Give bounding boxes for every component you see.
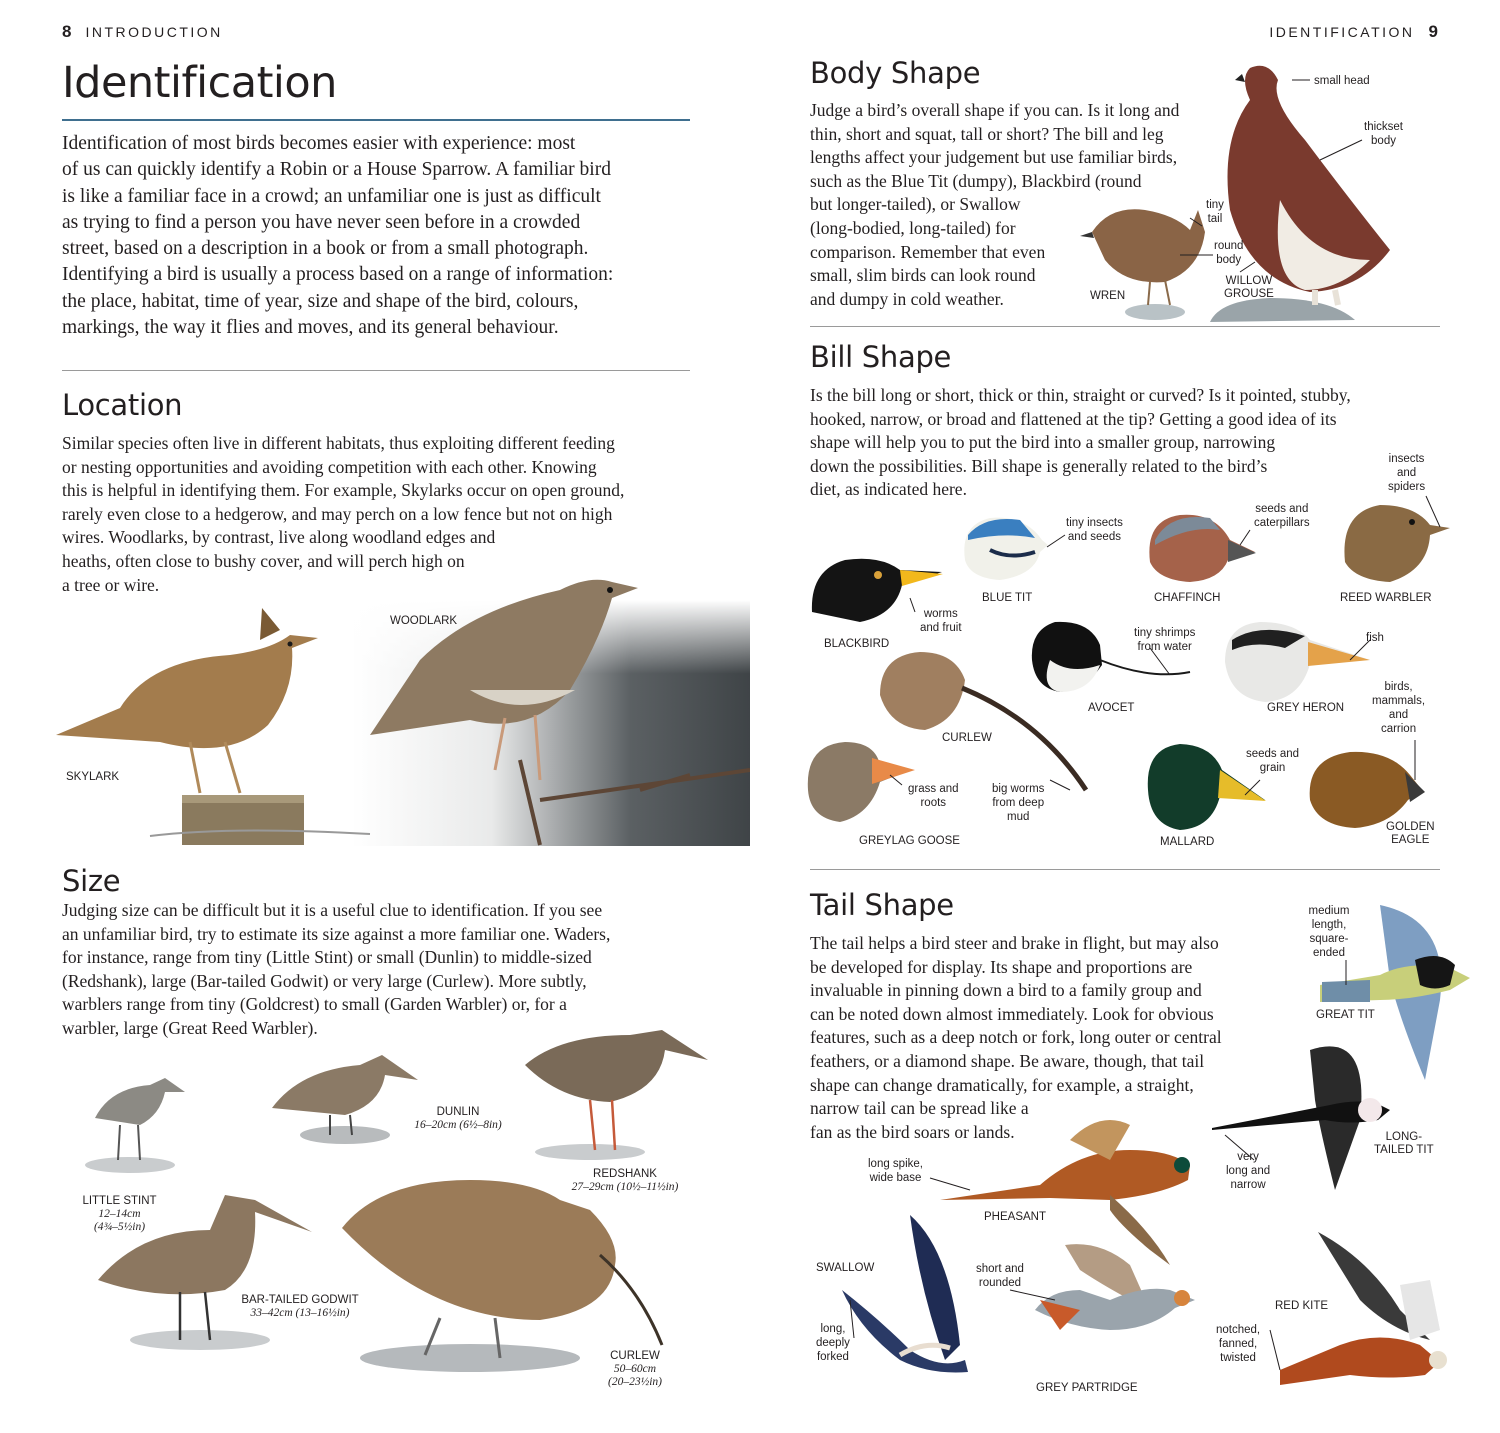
- long-tailed-tit-label: [1374, 1131, 1434, 1157]
- text-line: features, such as a deep notch or fork, long outer or central: [810, 1027, 1222, 1048]
- text-line: comparison. Remember that even: [810, 241, 1046, 262]
- little-stint-label: [72, 1195, 167, 1234]
- grey-heron-diet-note: fish: [1366, 632, 1384, 644]
- bird-name: REDSHANK: [593, 1168, 657, 1180]
- note-line: round: [1214, 240, 1244, 252]
- dunlin-bird: [272, 1055, 418, 1144]
- bird-measurement: 16–20cm (6½–8in): [414, 1119, 502, 1131]
- skylark-label: SKYLARK: [66, 771, 120, 783]
- body-shape-heading: Body Shape: [810, 56, 981, 90]
- text-line: invaluable in pinning down a bird to a family group and: [810, 980, 1202, 1001]
- text-line: shape will help you to put the bird into a smaller group, narrowing: [810, 432, 1276, 453]
- redshank-label: [555, 1168, 695, 1194]
- text-line: lengths affect your judgement but use familiar birds,: [810, 147, 1178, 168]
- size-heading: Size: [62, 864, 121, 898]
- text-line: shape can change dramatically, for example, a straight,: [810, 1074, 1194, 1095]
- bird-measurement: 33–42cm (13–16½in): [250, 1307, 350, 1319]
- bird-name: CURLEW: [610, 1350, 660, 1362]
- note-line: thickset: [1364, 121, 1403, 133]
- label-line: LONG-: [1385, 1131, 1423, 1143]
- note-line: mammals,: [1372, 695, 1426, 707]
- grey-heron-label: GREY HERON: [1267, 702, 1345, 714]
- page-title: Identification: [62, 58, 337, 108]
- curlew-bill-label: CURLEW: [942, 732, 992, 744]
- partridge-tail-note: [976, 1262, 1024, 1290]
- note-line: length,: [1311, 919, 1347, 931]
- right-page-number: 9: [1428, 22, 1438, 41]
- text-line: narrow tail can be spread like a: [810, 1098, 1029, 1119]
- bird-measurement: (4¾–5½in): [93, 1221, 146, 1233]
- note-line: tail: [1207, 213, 1223, 225]
- pheasant-bird: [940, 1120, 1190, 1265]
- note-line: short and: [976, 1263, 1024, 1275]
- bird-measurement: 12–14cm: [98, 1208, 141, 1220]
- intro-line: as trying to find a person you have never seen before in a crowded: [62, 211, 581, 233]
- text-line: Judging size can be difficult but it is a useful clue to identification. If you see: [62, 900, 603, 920]
- note-line: worms: [923, 608, 958, 620]
- note-line: carrion: [1380, 723, 1417, 735]
- text-line: diet, as indicated here.: [810, 479, 967, 500]
- chaffinch-label: CHAFFINCH: [1154, 592, 1221, 604]
- label-line: TAILED TIT: [1374, 1144, 1434, 1156]
- curlew-size-label: [595, 1350, 675, 1389]
- text-line: or nesting opportunities and avoiding competition with each other. Knowing: [62, 456, 597, 477]
- dunlin-label: [408, 1106, 508, 1132]
- text-line: thin, short and squat, tall or short? The bill and leg: [810, 123, 1164, 144]
- note-line: and: [1388, 709, 1409, 721]
- text-line: Is the bill long or short, thick or thin, straight or curved? Is it pointed, stubby,: [810, 385, 1351, 405]
- note-line: body: [1216, 254, 1242, 266]
- intro-line: markings, the way it flies and moves, and its general behaviour.: [62, 317, 559, 339]
- bird-measurement: (20–23½in): [608, 1376, 662, 1388]
- blackbird-label: BLACKBIRD: [824, 638, 890, 650]
- avocet-label: AVOCET: [1088, 702, 1135, 714]
- note-line: tiny: [1206, 199, 1224, 211]
- text-line: rarely even close to a hedgerow, and may perch on a low fence but not on high: [62, 503, 613, 524]
- note-line: grass and: [908, 783, 959, 795]
- note-line: long spike,: [868, 1158, 923, 1170]
- note-line: and: [1396, 467, 1417, 479]
- mallard-label: MALLARD: [1160, 836, 1215, 848]
- swallow-tail-note: [816, 1322, 850, 1364]
- note-line: ended: [1313, 947, 1345, 959]
- little-stint-bird: [85, 1078, 185, 1173]
- text-line: fan as the bird soars or lands.: [810, 1121, 1015, 1142]
- note-line: long,: [820, 1323, 846, 1335]
- pheasant-tail-note: [868, 1157, 923, 1185]
- grey-partridge-label: GREY PARTRIDGE: [1036, 1382, 1138, 1394]
- note-line: fanned,: [1218, 1338, 1258, 1350]
- godwit-label: [230, 1294, 370, 1320]
- note-line: mud: [1007, 811, 1030, 823]
- text-line: The tail helps a bird steer and brake in flight, but may also: [810, 933, 1219, 953]
- text-line: feathers, or a diamond shape. Be aware, though, that tail: [810, 1050, 1205, 1071]
- swallow-bird: [842, 1215, 968, 1373]
- label-line: GROUSE: [1224, 288, 1274, 300]
- text-line: warbler, large (Great Reed Warbler).: [62, 1017, 318, 1038]
- right-page: [750, 0, 1500, 1433]
- text-line: wires. Woodlarks, by contrast, live along woodland edges and: [62, 527, 496, 548]
- note-line: medium: [1308, 905, 1350, 917]
- intro-line: is like a familiar face in a crowd; an unfamiliar one is just as difficult: [62, 185, 601, 207]
- note-line: tiny shrimps: [1134, 627, 1196, 639]
- text-line: this is helpful in identifying them. For example, Skylarks occur on open ground,: [62, 480, 625, 501]
- note-line: very: [1237, 1151, 1259, 1163]
- note-line: and seeds: [1067, 531, 1121, 543]
- text-line: Similar species often live in different habitats, thus exploiting different feeding: [62, 433, 615, 453]
- text-line: (Redshank), large (Bar-tailed Godwit) or very large (Curlew). More subtly,: [62, 970, 587, 991]
- left-page-number: 8: [62, 22, 72, 41]
- bird-name: BAR-TAILED GODWIT: [241, 1294, 359, 1306]
- bird-measurement: 50–60cm: [613, 1363, 657, 1375]
- note-line: tiny insects: [1066, 517, 1123, 529]
- text-line: Judge a bird’s overall shape if you can. Is it long and: [810, 100, 1180, 120]
- text-line: down the possibilities. Bill shape is generally related to the bird’s: [810, 455, 1268, 476]
- note-line: grain: [1259, 762, 1286, 774]
- label-line: WILLOW: [1225, 275, 1273, 287]
- note-line: narrow: [1230, 1179, 1266, 1191]
- text-line: such as the Blue Tit (dumpy), Blackbird (round: [810, 170, 1142, 191]
- intro-line: Identifying a bird is usually a process based on a range of information:: [62, 264, 614, 286]
- intro-line: Identification of most birds becomes easier with experience: most: [62, 133, 576, 154]
- note-line: birds,: [1384, 681, 1413, 693]
- text-line: for instance, range from tiny (Little Stint) or small (Dunlin) to middle-sized: [62, 947, 592, 968]
- swallow-label: SWALLOW: [816, 1262, 875, 1274]
- text-line: small, slim birds can look round: [810, 265, 1036, 286]
- note-line: forked: [816, 1351, 849, 1363]
- long-tailed-tit-tail-note: [1226, 1150, 1270, 1192]
- tail-shape-illustration: [750, 0, 1500, 1433]
- note-line: notched,: [1216, 1324, 1261, 1336]
- intro-line: the place, habitat, time of year, size and shape of the bird, colours,: [62, 290, 579, 312]
- note-line: deeply: [816, 1337, 850, 1349]
- text-line: be developed for display. Its shape and proportions are: [810, 956, 1193, 977]
- great-tit-label: GREAT TIT: [1316, 1009, 1375, 1021]
- label-line: GOLDEN: [1386, 821, 1435, 833]
- tail-shape-heading: Tail Shape: [810, 888, 954, 922]
- note-line: from water: [1137, 641, 1192, 653]
- text-line: an unfamiliar bird, try to estimate its size against a more familiar one. Waders,: [62, 923, 611, 944]
- intro-line: of us can quickly identify a Robin or a House Sparrow. A familiar bird: [62, 159, 611, 181]
- pheasant-label: PHEASANT: [984, 1211, 1046, 1223]
- wren-label: WREN: [1090, 290, 1126, 302]
- note-line: square-: [1309, 933, 1349, 945]
- note-line: body: [1371, 135, 1396, 147]
- blue-tit-label: BLUE TIT: [982, 592, 1033, 604]
- note-line: long and: [1226, 1165, 1271, 1177]
- woodlark-label: WOODLARK: [390, 615, 458, 627]
- text-line: but longer-tailed), or Swallow: [810, 194, 1021, 215]
- text-line: can be noted down almost immediately. Look for obvious: [810, 1003, 1214, 1024]
- curlew-bird: [342, 1180, 662, 1372]
- bill-shape-heading: Bill Shape: [810, 340, 952, 374]
- text-line: (long-bodied, long-tailed) for: [810, 217, 1016, 238]
- text-line: hooked, narrow, or broad and flattened at the tip? Getting a good idea of its: [810, 408, 1337, 429]
- note-line: rounded: [978, 1277, 1022, 1289]
- note-line: big worms: [992, 783, 1045, 795]
- text-line: and dumpy in cold weather.: [810, 288, 1004, 309]
- red-kite-tail-note: [1216, 1323, 1260, 1365]
- note-line: wide base: [869, 1172, 922, 1184]
- note-line: insects: [1388, 453, 1425, 465]
- great-tit-tail-note: [1302, 904, 1356, 960]
- reed-warbler-label: REED WARBLER: [1340, 592, 1432, 604]
- note-line: and fruit: [920, 622, 962, 634]
- note-line: twisted: [1220, 1352, 1256, 1364]
- note-line: seeds and: [1255, 503, 1309, 515]
- redshank-bird: [525, 1030, 708, 1160]
- red-kite-label: RED KITE: [1275, 1300, 1329, 1312]
- note-line: roots: [920, 797, 947, 809]
- small-head-note: small head: [1314, 75, 1370, 87]
- right-running-head: IDENTIFICATION: [1269, 24, 1415, 40]
- note-line: from deep: [992, 797, 1045, 809]
- bird-name: DUNLIN: [436, 1106, 480, 1118]
- greylag-goose-label: GREYLAG GOOSE: [859, 835, 960, 847]
- text-line: warblers range from tiny (Goldcrest) to small (Garden Warbler) or, for a: [62, 994, 567, 1015]
- text-line: a tree or wire.: [62, 574, 160, 595]
- location-heading: Location: [62, 388, 183, 422]
- text-line: heaths, often close to bushy cover, and will perch high on: [62, 550, 465, 571]
- bird-name: LITTLE STINT: [82, 1195, 157, 1207]
- note-line: seeds and: [1246, 748, 1300, 760]
- intro-line: street, based on a description in a book or from a small photograph.: [62, 238, 589, 260]
- bird-measurement: 27–29cm (10½–11½in): [571, 1181, 679, 1193]
- left-running-head: INTRODUCTION: [85, 24, 223, 40]
- grey-partridge-bird: [1035, 1244, 1195, 1330]
- label-line: EAGLE: [1391, 834, 1430, 846]
- note-line: spiders: [1388, 481, 1426, 493]
- note-line: caterpillars: [1254, 517, 1310, 529]
